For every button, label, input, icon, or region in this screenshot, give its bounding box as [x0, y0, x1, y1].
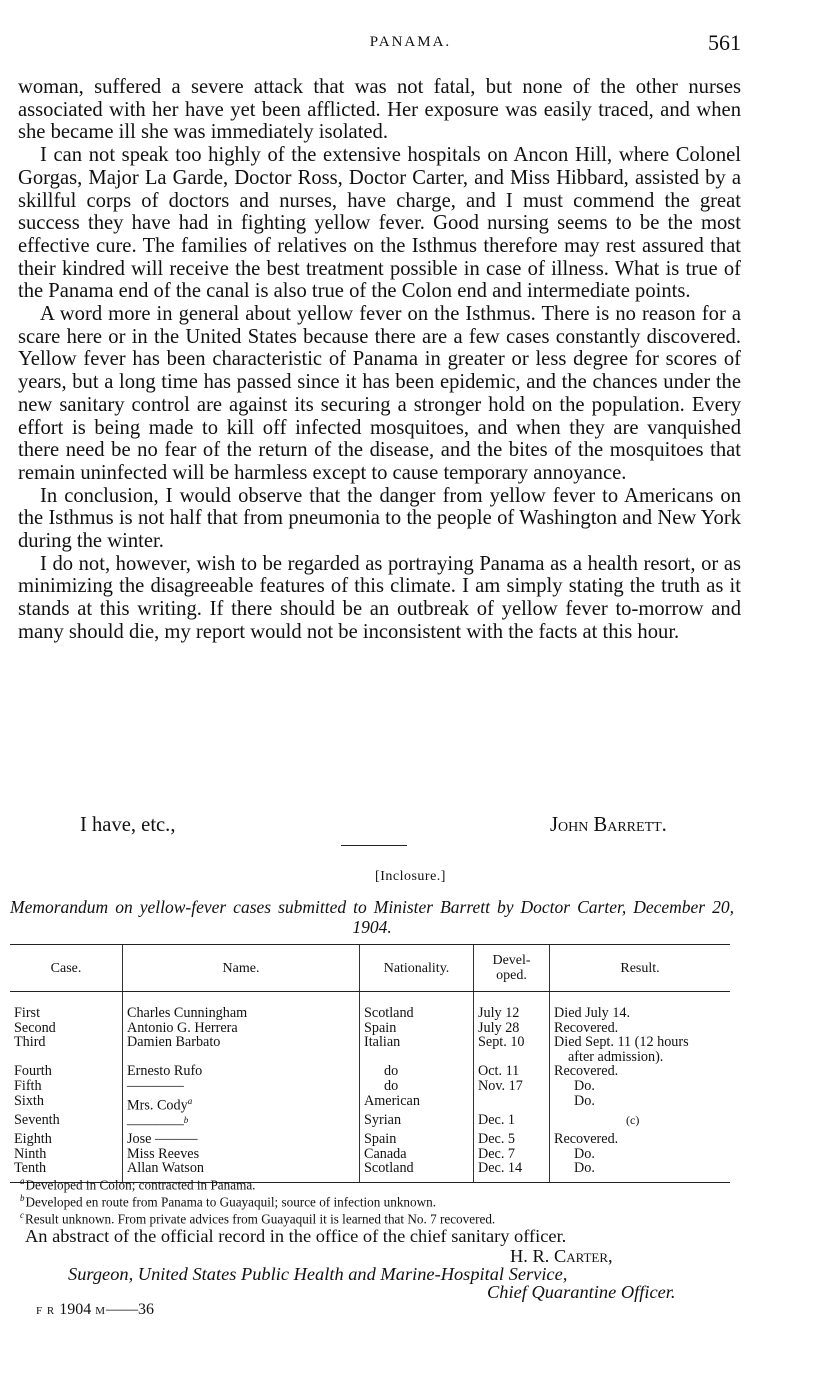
closing-text: I have, etc.,	[80, 814, 176, 836]
footnote-text: Developed in Colon; contracted in Panama.	[25, 1177, 256, 1193]
table-footnotes	[20, 1175, 740, 1226]
name-cell	[123, 1094, 360, 1113]
header-developed	[474, 945, 550, 992]
footnote	[20, 1175, 740, 1192]
name-cell	[123, 1132, 360, 1147]
memo-caption: Memorandum on yellow-fever cases submitted to Minister Barrett by Doctor Carter, December 20, 1904.	[10, 897, 734, 937]
footnote-ref: b	[183, 1114, 189, 1125]
case-cell: Fourth	[14, 1063, 52, 1080]
result-ditto: Do.	[574, 1092, 595, 1109]
case-cell: First	[14, 1005, 41, 1021]
nationality-cell: American	[360, 1094, 474, 1113]
name-blank-dash: ————	[127, 1116, 184, 1133]
case-cell: Sixth	[14, 1092, 44, 1109]
result-cell	[550, 1113, 731, 1132]
nationality-cell	[360, 1064, 474, 1079]
result-ditto: Do.	[574, 1160, 595, 1177]
ditto-mark: do	[384, 1063, 399, 1080]
result-cell	[550, 1079, 731, 1094]
name-cell: Ernesto Rufo	[123, 1064, 360, 1079]
developed-cell: July 28	[474, 1021, 550, 1036]
case-cell: Eighth	[14, 1131, 52, 1148]
result-cell	[550, 1147, 731, 1162]
signer-name: John Barrett.	[550, 814, 667, 836]
name-text: Jose	[127, 1131, 152, 1148]
developed-cell: Dec. 1	[474, 1113, 550, 1132]
case-cell: Tenth	[10, 1161, 123, 1182]
signature-suffix: M	[95, 1305, 106, 1317]
header-case: Case.	[10, 945, 123, 992]
header-nationality: Nationality.	[360, 945, 474, 992]
paragraph-conclusion: In conclusion, I would observe that the danger from yellow fever to Americans on the Isthmus is not half that from pneumonia to the people of Washington and New York during the winter.	[18, 484, 741, 553]
nationality-cell: Syrian	[360, 1113, 474, 1132]
nationality-cell: Canada	[360, 1147, 474, 1162]
header-developed-line2: oped.	[496, 968, 527, 983]
signature-dash: ——	[106, 1301, 138, 1318]
signature-prefix: F R	[36, 1305, 56, 1317]
result-ditto: Do.	[574, 1077, 595, 1094]
nationality-cell	[360, 1079, 474, 1094]
name-blank-dash: ————	[127, 1077, 184, 1094]
result-cell: Recovered.	[550, 1021, 731, 1036]
yellow-fever-cases-table	[10, 944, 730, 1183]
signoff	[0, 814, 821, 840]
case-cell: Second	[14, 1019, 56, 1036]
result-cell	[550, 1094, 731, 1113]
name-cell	[123, 1113, 360, 1132]
table-row	[10, 992, 730, 1021]
case-cell: Fifth	[14, 1077, 42, 1094]
developed-cell: Oct. 11	[474, 1064, 550, 1079]
header-result: Result.	[550, 945, 731, 992]
footnote-mark: a	[20, 1176, 25, 1186]
letter-body	[18, 76, 741, 644]
name-blank-dash: ———	[154, 1131, 198, 1148]
case-cell: Third	[14, 1034, 46, 1051]
page-number: 561	[708, 30, 741, 55]
paragraph-health-resort: I do not, however, wish to be regarded as portraying Panama as a health resort, or as minimizing the disagreeable features of this climate. I am simply stating the truth as it stands at this writing. If there should be an outbreak of yellow fever to-morrow and many should die, my report would not be inconsistent with the facts at this hour.	[18, 552, 741, 643]
developed-cell: Dec. 7	[474, 1147, 550, 1162]
footnote-text: Developed en route from Panama to Guayaquil; source of infection unknown.	[25, 1194, 437, 1210]
name-text: Mrs. Cody	[127, 1097, 188, 1114]
footnote-text: Result unknown. From private advices from Guayaquil it is learned that No. 7 recovered.	[25, 1211, 496, 1227]
footnote-ref: (c)	[626, 1112, 640, 1127]
footnote-mark: c	[20, 1209, 24, 1220]
result-continuation: after admission).	[568, 1048, 664, 1065]
name-cell: Antonio G. Herrera	[123, 1021, 360, 1036]
signature-year: 1904	[59, 1301, 92, 1318]
header-name: Name.	[123, 945, 360, 992]
footnote-ref: a	[187, 1095, 193, 1106]
nationality-cell: Spain	[360, 1021, 474, 1036]
result-ditto: Do.	[574, 1145, 595, 1162]
certifier-name: H. R. Carter,	[510, 1246, 613, 1266]
table-row	[10, 1079, 730, 1094]
developed-cell	[474, 1094, 550, 1113]
developed-cell: Dec. 14	[474, 1161, 550, 1182]
nationality-cell: Scotland	[360, 1161, 474, 1182]
paragraph-hospitals: I can not speak too highly of the extensive hospitals on Ancon Hill, where Colonel Gorgas, Major La Garde, Doctor Ross, Doctor Carter, and Miss Hibbard, assisted by a skillful corps of doctors and nurses, have charge, and I must commend the great success they have had in fighting yellow fever. Good nursing seems to be the most effective cure. The families of relatives on the Isthmus therefore may rest assured that their kindred will receive the best treatment possible in case of illness. What is true of the Panama end of the canal is also true of the Colon end and intermediate points.	[18, 144, 741, 303]
table-row	[10, 1147, 730, 1162]
abstract-line: An abstract of the official record in the office of the chief sanitary officer.	[25, 1226, 567, 1246]
name-cell: Charles Cunningham	[123, 992, 360, 1021]
header-developed-line1: Devel-	[492, 953, 531, 968]
footnote	[20, 1192, 740, 1209]
developed-cell: July 12	[474, 992, 550, 1021]
result-cell: Died July 14.	[550, 992, 731, 1021]
nationality-cell: Italian	[360, 1035, 474, 1064]
name-cell: Miss Reeves	[123, 1147, 360, 1162]
footnote-mark: b	[20, 1192, 25, 1203]
section-divider	[341, 845, 407, 846]
ditto-mark: do	[384, 1077, 399, 1094]
developed-cell: Sept. 10	[474, 1035, 550, 1064]
result-cell: Recovered.	[550, 1064, 731, 1079]
nationality-cell: Scotland	[360, 992, 474, 1021]
printer-signature-mark	[36, 1301, 154, 1319]
footnote	[20, 1209, 740, 1226]
result-cell: Recovered.	[550, 1132, 731, 1147]
signature-number: 36	[138, 1301, 154, 1318]
table-row	[10, 1064, 730, 1079]
result-cell	[550, 1035, 731, 1064]
result-text: Died Sept. 11 (12 hours	[554, 1034, 689, 1051]
table-row	[10, 1021, 730, 1036]
name-cell	[123, 1079, 360, 1094]
nationality-cell: Spain	[360, 1132, 474, 1147]
table-row	[10, 1132, 730, 1147]
developed-cell: Nov. 17	[474, 1079, 550, 1094]
developed-cell: Dec. 5	[474, 1132, 550, 1147]
certifier-title-line2: Chief Quarantine Officer.	[487, 1282, 676, 1302]
table-row	[10, 1035, 730, 1064]
case-cell: Seventh	[14, 1111, 60, 1128]
running-head	[0, 30, 821, 60]
name-cell: Damien Barbato	[123, 1035, 360, 1064]
inclosure-label: [Inclosure.]	[375, 869, 446, 884]
case-cell: Ninth	[14, 1145, 47, 1162]
table-row	[10, 1094, 730, 1113]
table-row	[10, 1113, 730, 1132]
paragraph-yellow-fever: A word more in general about yellow fever on the Isthmus. There is no reason for a scare here or in the United States because there are a few cases constantly discovered. Yellow fever has been characteristic of Panama in greater or less degree for scores of years, but a long time has passed since it has been epidemic, and the chances under the new sanitary control are against its securing a stronger hold on the population. Every effort is being made to kill off infected mosquitoes, and when they are vanquished there need be no fear of the return of the disease, and the bites of the mosquitoes that remain uninfected will be harmless except to cause temporary annoyance.	[18, 303, 741, 484]
table-header-row	[10, 945, 730, 992]
running-title: PANAMA.	[369, 34, 452, 50]
paragraph-continued: woman, suffered a severe attack that was not fatal, but none of the other nurses associated with her have yet been afflicted. Her exposure was easily traced, and when she became ill she was immediately isolated.	[18, 76, 741, 144]
name-cell: Allan Watson	[123, 1161, 360, 1182]
certifier-title-line1: Surgeon, United States Public Health and Marine-Hospital Service,	[68, 1264, 568, 1284]
